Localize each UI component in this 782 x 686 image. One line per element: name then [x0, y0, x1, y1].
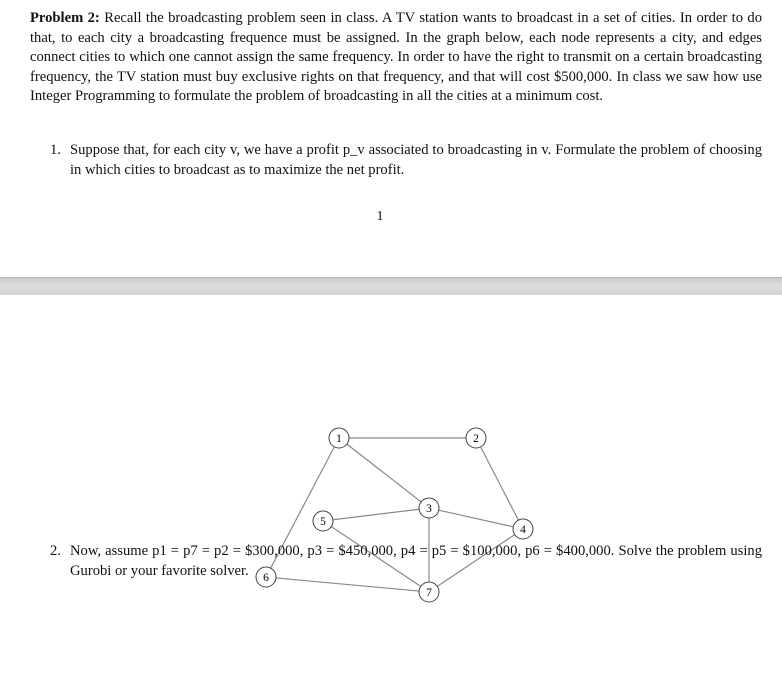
graph-node-7 [419, 582, 439, 602]
question-2-text: Now, assume p1 = p7 = p2 = $300,000, p3 = $450,000, p4 = p5 = $100,000, p6 = $400,000. Solve the problem using Gurobi or your favorite solver. [70, 543, 762, 579]
graph-node-5 [313, 511, 333, 531]
graph-node-1 [329, 428, 349, 448]
question-1 [50, 141, 762, 180]
question-1-number: 1. [50, 142, 61, 158]
question-1-text: Suppose that, for each city v, we have a profit p_v associated to broadcasting in v. Formulate the problem of choosing in which cities to broadcast as to maximize the net profit. [70, 142, 762, 178]
question-2 [50, 542, 762, 581]
node-label: 7 [426, 587, 432, 599]
graph-node-3 [419, 498, 439, 518]
edge-n2-n4 [481, 447, 519, 520]
edge-n1-n3 [347, 444, 421, 502]
problem-text: Recall the broadcasting problem seen in class. A TV station wants to broadcast in a set of cities. In order to do that, to each city a broadcasting frequence must be assigned. In the graph below, each node represents a city, and edges connect cities to which one cannot assign the same frequency. In order to have the right to transmit on a certain broadcasting frequency, the TV station must buy exclusive rights on that frequency, and that will cost $500,000. In class we saw how use Integer Programming to formulate the problem of broadcasting in all the cities at a minimum cost. [30, 10, 762, 105]
problem-label: Problem 2: [30, 10, 100, 26]
node-label: 3 [426, 503, 432, 515]
problem-paragraph [30, 9, 762, 107]
pdf-page-2 [0, 295, 782, 686]
node-label: 1 [336, 433, 342, 445]
node-label: 4 [520, 524, 526, 536]
node-label: 5 [320, 516, 326, 528]
page-separator [0, 277, 782, 297]
node-label: 6 [263, 572, 269, 584]
pdf-page-1 [0, 0, 782, 277]
node-label: 2 [473, 433, 479, 445]
edge-n3-n4 [439, 510, 513, 527]
graph-node-2 [466, 428, 486, 448]
question-2-number: 2. [50, 543, 61, 559]
page-number: 1 [376, 209, 384, 224]
graph-node-4 [513, 519, 533, 539]
edge-n3-n5 [333, 509, 419, 520]
